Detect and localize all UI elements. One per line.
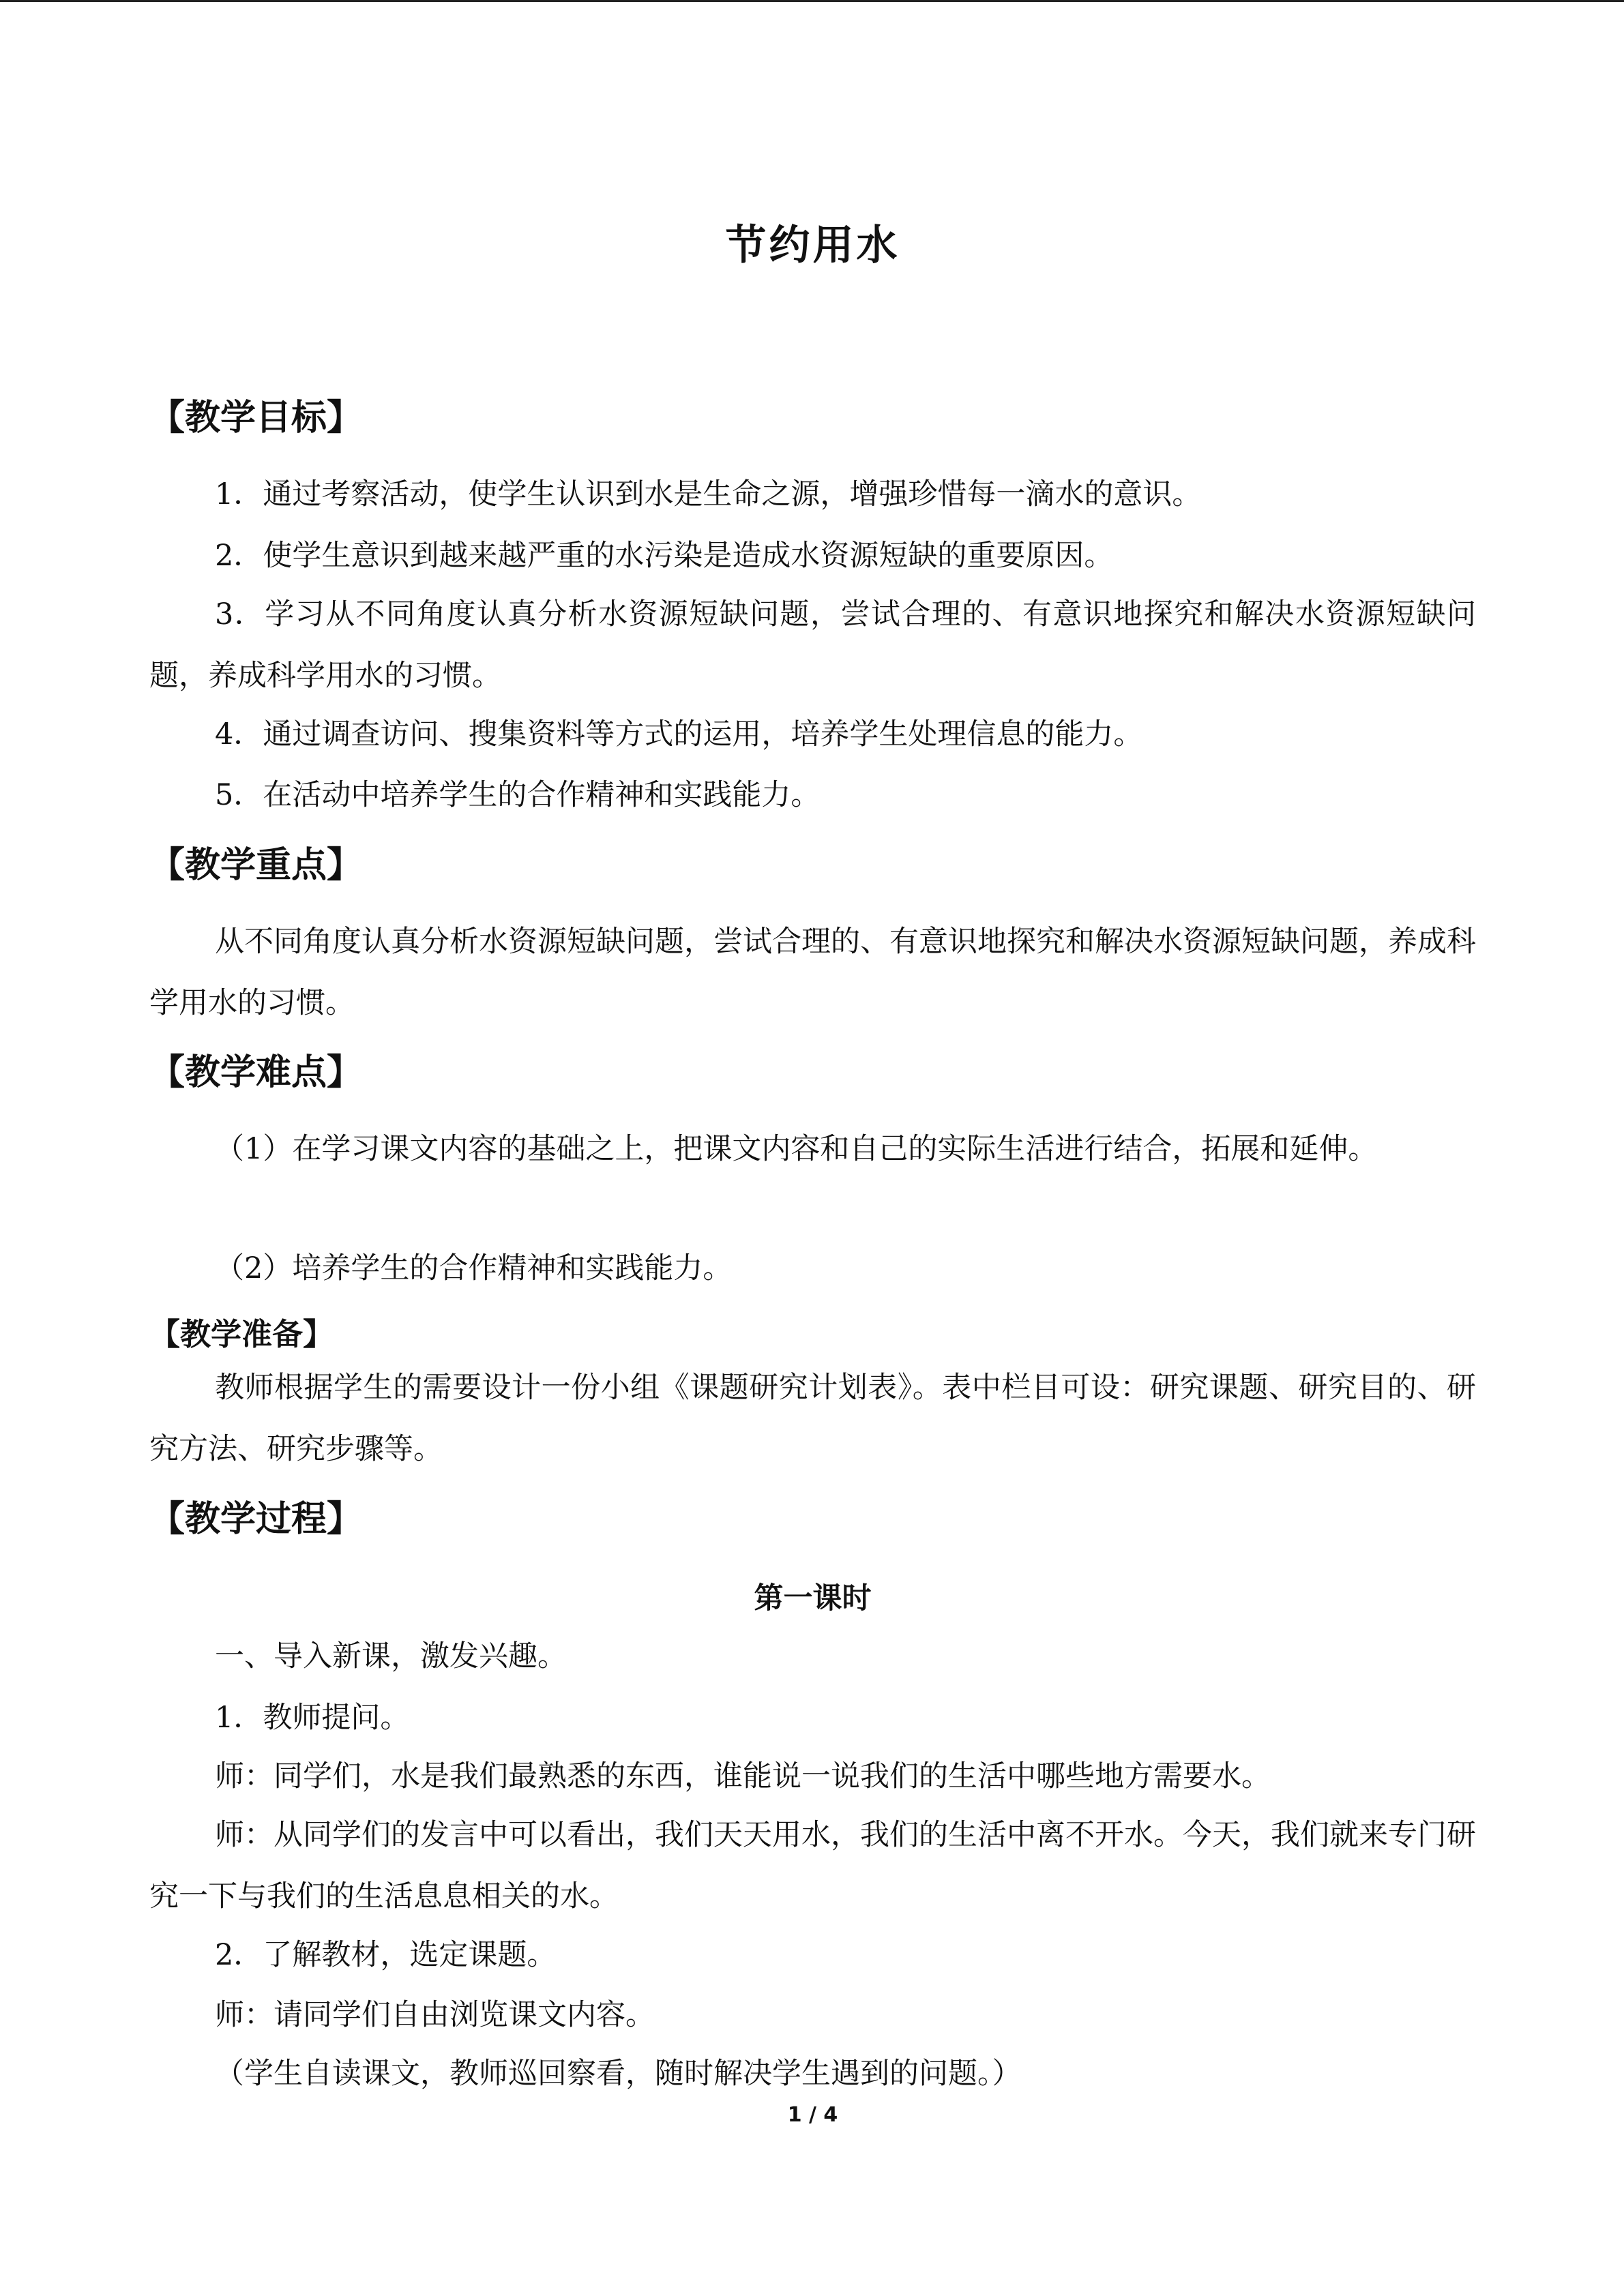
process-paragraph-3: 师：同学们，水是我们最熟悉的东西，谁能说一说我们的生活中哪些地方需要水。 — [215, 1759, 1271, 1793]
top-border-line — [0, 0, 1624, 2]
objective-item-4: 4．通过调查访问、搜集资料等方式的运用，培养学生处理信息的能力。 — [215, 717, 1143, 751]
objective-item-2: 2．使学生意识到越来越严重的水污染是造成水资源短缺的重要原因。 — [215, 539, 1114, 573]
page-number: 1 / 4 — [787, 2103, 838, 2127]
process-paragraph-1: 一、导入新课，激发兴趣。 — [215, 1639, 567, 1673]
key-points-text: 从不同角度认真分析水资源短缺问题，尝试合理的、有意识地探究和解决水资源短缺问题，养成科学用水的习惯。 — [149, 925, 1476, 1020]
difficulty-item-2: （2）培养学生的合作精神和实践能力。 — [215, 1251, 733, 1285]
process-paragraph-4: 师：从同学们的发言中可以看出，我们天天用水，我们的生活中离不开水。今天，我们就来专门研究一下与我们的生活息息相关的水。 — [149, 1818, 1476, 1913]
process-paragraph-6: 师：请同学们自由浏览课文内容。 — [215, 1998, 655, 2032]
process-paragraph-2: 1．教师提问。 — [215, 1701, 410, 1735]
heading-key-points: 【教学重点】 — [149, 845, 363, 886]
preparation-text: 教师根据学生的需要设计一份小组《课题研究计划表》。表中栏目可设：研究课题、研究目的、研究方法、研究步骤等。 — [149, 1371, 1476, 1466]
objective-item-1: 1．通过考察活动，使学生认识到水是生命之源，增强珍惜每一滴水的意识。 — [215, 477, 1202, 511]
heading-process: 【教学过程】 — [149, 1499, 363, 1540]
objective-item-5: 5．在活动中培养学生的合作精神和实践能力。 — [215, 778, 821, 812]
process-paragraph-5: 2．了解教材，选定课题。 — [215, 1938, 557, 1972]
objective-item-3: 3．学习从不同角度认真分析水资源短缺问题，尝试合理的、有意识地探究和解决水资源短缺问题，养成科学用水的习惯。 — [149, 597, 1476, 693]
process-paragraph-7: （学生自读课文，教师巡回察看，随时解决学生遇到的问题。） — [215, 2057, 1022, 2091]
heading-difficulties: 【教学难点】 — [149, 1052, 363, 1093]
difficulty-item-1: （1）在学习课文内容的基础之上，把课文内容和自己的实际生活进行结合，拓展和延伸。 — [215, 1132, 1378, 1166]
lesson-title: 第一课时 — [754, 1581, 872, 1615]
heading-objectives: 【教学目标】 — [149, 398, 363, 438]
document-title: 节约用水 — [725, 222, 900, 269]
heading-preparation: 【教学准备】 — [149, 1316, 334, 1352]
